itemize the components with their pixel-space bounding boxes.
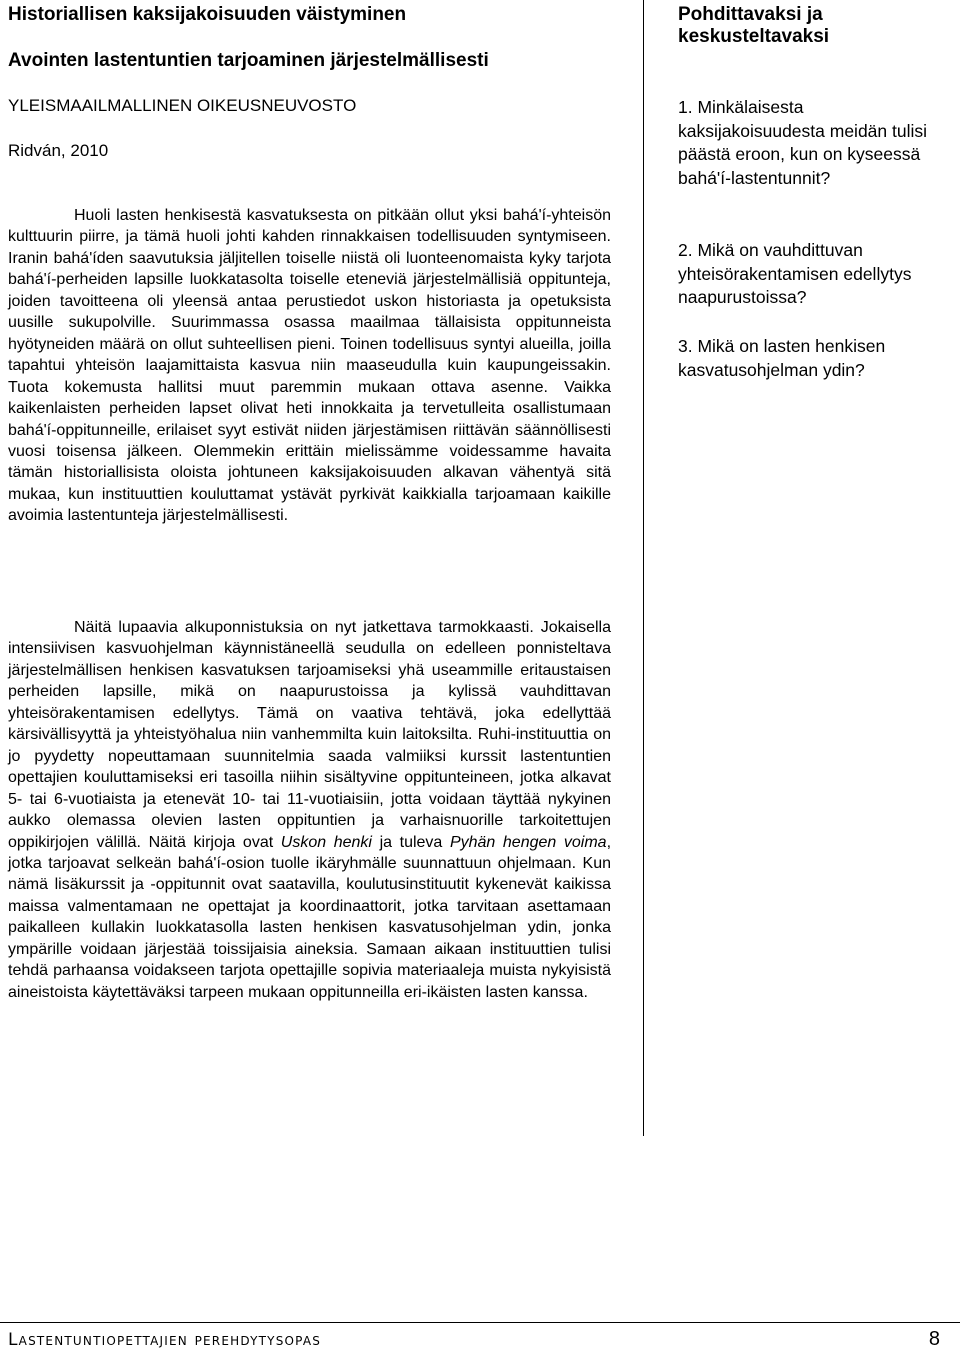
page-number: 8 xyxy=(928,1328,940,1350)
footer-rule xyxy=(0,1322,960,1323)
sidebar-title: Pohdittavaksi ja keskusteltavaksi xyxy=(678,4,830,47)
paragraph-2-text-a: Näitä lupaavia alkuponnistuksia on nyt jatkettava tarmokkaasti. Jokaisella intensiivisen kasvuohjelman käynnistäneellä seudulla on edelleen ponnisteltava järjestelmällisen henkisen kasvatuksen tarjoamiseksi yhä useammille eritaustaisen perheiden lapsille, mikä on naapurustoissa ja kylissä vauhdittavan yhteisörakentamisen edellytys. Tämä on vaativa tehtävä, joka edellyttää kärsivällisyyttä ja yhteistyöhalua niin vanhemmilta kuin laitoksilta. Ruhi-instituuttia on jo pyydetty nopeuttamaan suunnitelmia saada valmiiksi kurssit lastentuntien opettajien kouluttamiseksi eri tasoilla niihin sisältyvine oppitunteineen, jotka alkavat 5- tai 6-vuotiaista ja etenevät 10- tai 11-vuotiaisiin, jotta voidaan täyttää nykyinen aukko olemassa olevien lasten oppituntien ja varhaisnuorille tarkoitettujen oppikirjojen välillä. Näitä kirjoja ovat xyxy=(8,619,611,851)
discussion-sidebar xyxy=(678,4,940,380)
column-divider xyxy=(643,0,644,1136)
discussion-question-1: 1. Minkälaisesta kaksijakoisuudesta meidän tulisi päästä eroon, kun on kyseessä bahá'í-lastentunnit? xyxy=(678,97,928,188)
book-title-uskon-henki: Uskon henki xyxy=(280,833,372,851)
source-organization: YLEISMAAILMALLINEN OIKEUSNEUVOSTO xyxy=(8,96,357,115)
body-paragraph-2 xyxy=(8,617,611,1003)
book-title-pyhan-hengen-voima: Pyhän hengen voima xyxy=(449,833,607,851)
discussion-question-2: 2. Mikä on vauhdittuvan yhteisörakentamisen edellytys naapurustoissa? xyxy=(678,240,912,308)
page-title: Historiallisen kaksijakoisuuden väistyminen xyxy=(8,4,407,25)
paragraph-2-text-b: ja tuleva xyxy=(371,833,450,851)
source-place-date: Ridván, 2010 xyxy=(8,141,109,160)
paragraph-2-text-c: , jotka tarjoavat selkeän bahá'í-osion tuolle ikäryhmälle suunnattuun ohjelmaan. Kun nämä lisäkurssit ja -oppitunnit ovat saatavilla, koulutusinstituutit kykenevät kaikissa maissa valmentamaan ne opettajat ja koordinaattorit, jotka tarvitaan asettamaan paikalleen kullakin luokkatasolla lasten henkisen kasvatusohjelman ydin, jonka ympärille voidaan järjestää toissijaisia aineksia. Samaan aikaan instituuttien tulisi tehdä parhaansa voidakseen tarjota opettajille sopivia materiaaleja muista nykyisistä aineistoista käytettäväksi tarpeen mukaan oppitunneilla eri-ikäisten lasten kanssa. xyxy=(8,833,612,1001)
page-subtitle: Avointen lastentuntien tarjoaminen järjestelmällisesti xyxy=(8,50,489,71)
discussion-question-3: 3. Mikä on lasten henkisen kasvatusohjelman ydin? xyxy=(678,336,886,380)
footer-title: Lastentuntiopettajien perehdytysopas xyxy=(8,1330,322,1350)
body-paragraph-1: Huoli lasten henkisestä kasvatuksesta on pitkään ollut yksi bahá'í-yhteisön kulttuurin piirre, ja tämä huoli johti kahden rinnakkaisen todellisuuden syntymiseen. Iranin bahá'íden saavutuksia jäljitellen toiselle niistä oli luonteenomaista kyky tarjota bahá'í-perheiden lapsille luokkatasolta toiselle eteneviä järjestelmällisiä oppitunteja, joiden tavoitteena oli yleensä antaa perustiedot uskon historiasta ja opetuksista uusille sukupolville. Suurimmassa osassa maailmaa tällaisista oppitunneista hyötyneiden määrä on ollut suhteellisen pieni. Toinen todellisuus syntyi alueilla, joilla tapahtui yhteisön laajamittaista kasvua niin maaseudulla kuin kaupungeissakin. Tuota kokemusta hallitsi muut paremmin mukaan ottava asenne. Vaikka kaikenlaisten perheiden lapset olivat heti innokkaita ja tervetulleita osallistumaan bahá'í-oppitunneille, erilaiset syyt estivät niiden järjestämisen riittävän säännöllisesti vuosi toisensa jälkeen. Olemmekin erittäin mielissämme voidessamme havaita tämän historiallisista oloista johtuneen kaksijakoisuuden alkavan vähentyä sitä mukaa, kun instituuttien kouluttamat ystävät pyrkivät kaikkialla tarjoamaan kaikille avoimia lastentunteja järjestelmällisesti. xyxy=(8,207,611,525)
